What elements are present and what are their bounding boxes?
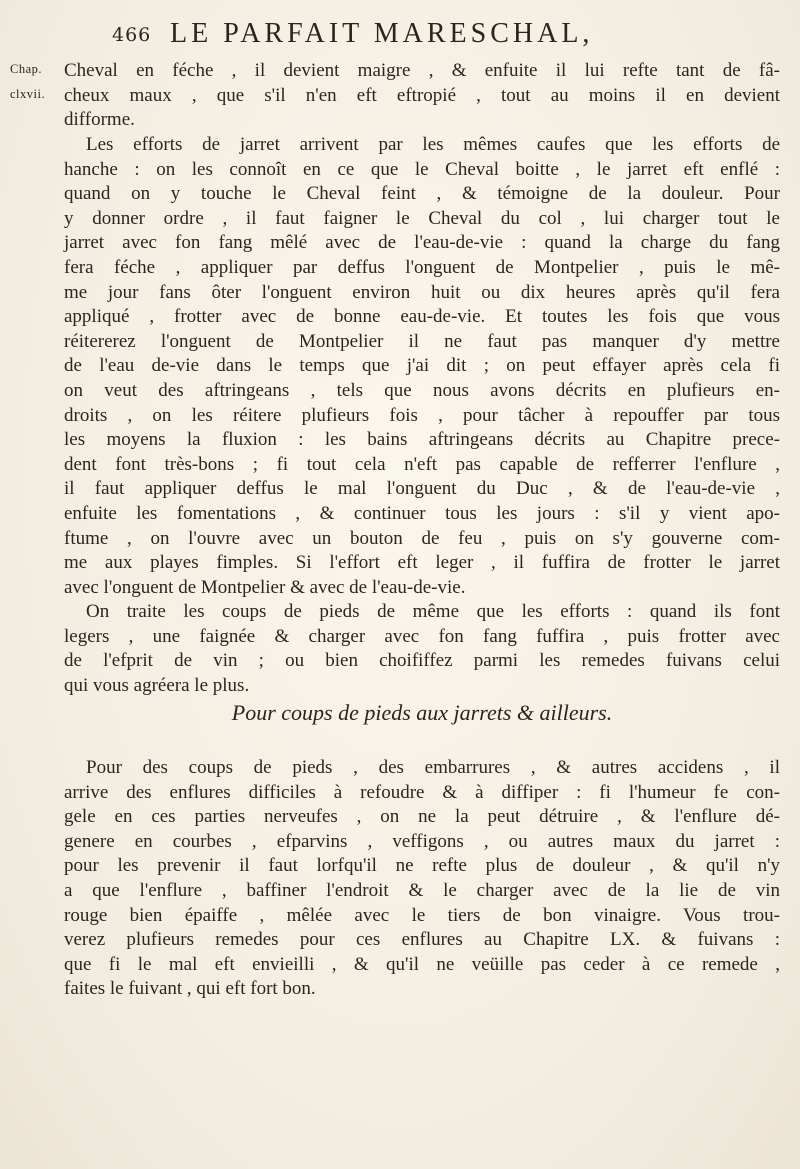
text-line: il faut appliquer deffus le mal l'onguent du Duc , & de l'eau-de-vie ,	[64, 478, 780, 500]
text-line: cheux maux , que s'il n'en eft eftropié , tout au moins il en devient	[64, 84, 780, 106]
running-title: LE PARFAIT MARESCHAL,	[170, 18, 594, 49]
text-line: Cheval en féche , il devient maigre , & enfuite il lui refte tant de fâ-	[64, 60, 780, 81]
text-line: hanche : on les connoît en ce que le Cheval boitte , le jarret eft enflé :	[64, 158, 780, 180]
page-number: 466	[112, 24, 152, 46]
text-line: gele en ces parties nerveufes , on ne la peut détruire , & l'enflure dé-	[64, 806, 780, 828]
text-line: faites le fuivant , qui eft fort bon.	[64, 978, 316, 1000]
text-line: genere en courbes , efparvins , veffigons , ou autres maux du jarret :	[64, 830, 780, 852]
text-line: me aux playes fimples. Si l'effort eft leger , il fuffira de frotter le jarret	[64, 552, 780, 574]
text-line: me jour fans ôter l'onguent environ huit ou dix heures après qu'il fera	[64, 281, 780, 303]
text-line: y donner ordre , il faut faigner le Cheval du col , lui charger tout le	[64, 207, 780, 229]
text-line: legers , une faignée & charger avec fon fang fuffira , puis frotter avec	[64, 625, 780, 647]
text-line: a que l'enflure , baffiner l'endroit & le charger avec de la lie de vin	[64, 879, 780, 901]
text-line: les moyens la fluxion : les bains aftringeans décrits au Chapitre prece-	[64, 429, 780, 451]
text-line: arrive des enflures difficiles à refoudre & à diffiper : fi l'humeur fe con-	[64, 781, 780, 803]
text-line: difforme.	[64, 109, 135, 131]
text-line: pour les prevenir il faut lorfqu'il ne refte plus de douleur , & qu'il n'y	[64, 855, 780, 877]
paragraph-3	[64, 600, 780, 698]
text-line: Pour des coups de pieds , des embarrures , & autres accidens , il	[86, 757, 780, 778]
text-line: rouge bien épaiffe , mêlée avec le tiers de bon vinaigre. Vous trou-	[64, 904, 780, 926]
text-line: de l'efprit de vin ; ou bien choififfez parmi les remedes fuivans celui	[64, 650, 780, 672]
text-line: jarret avec fon fang mêlé avec de l'eau-de-vie : quand la charge du fang	[64, 232, 780, 254]
margin-chapter-label: Chap.	[10, 62, 43, 76]
text-line: droits , on les réitere plufieurs fois , pour tâcher à repouffer par tous	[64, 404, 780, 426]
text-line: verez plufieurs remedes pour ces enflures au Chapitre LX. & fuivans :	[64, 929, 780, 951]
text-line: avec l'onguent de Montpelier & avec de l'eau-de-vie.	[64, 576, 466, 598]
text-line: quand on y touche le Cheval feint , & témoigne de la douleur. Pour	[64, 183, 780, 205]
margin-chapter-number: clxvii.	[10, 87, 46, 101]
text-line: appliqué , frotter avec de bonne eau-de-vie. Et toutes les fois que vous	[64, 306, 780, 328]
text-line: On traite les coups de pieds de même que les efforts : quand ils font	[86, 601, 780, 622]
text-line: enfuite les fomentations , & continuer tous les jours : s'il y vient apo-	[64, 502, 780, 524]
text-line: de l'eau de-vie dans le temps que j'ai dit ; on peut effayer après cela fi	[64, 355, 780, 377]
paragraph-4	[64, 756, 780, 1002]
text-line: Les efforts de jarret arrivent par les mêmes caufes que les efforts de	[86, 134, 780, 155]
section-heading: Pour coups de pieds aux jarrets & ailleurs.	[231, 700, 613, 725]
text-line: qui vous agréera le plus.	[64, 674, 250, 696]
text-line: réitererez l'onguent de Montpelier il ne faut pas manquer d'y mettre	[64, 330, 780, 352]
text-line: on veut des aftringeans , tels que nous avons décrits en plufieurs en-	[64, 379, 780, 401]
paragraph-1	[64, 59, 780, 133]
paragraph-2	[64, 133, 780, 600]
text-line: que fi le mal eft envieilli , & qu'il ne veüille pas ceder à ce remede ,	[64, 953, 780, 975]
text-line: ftume , on l'ouvre avec un bouton de feu , puis on s'y gouverne com-	[64, 527, 780, 549]
text-line: dent font très-bons ; fi tout cela n'eft pas capable de refferrer l'enflure ,	[64, 453, 780, 475]
text-line: fera féche , appliquer par deffus l'onguent de Montpelier , puis le mê-	[64, 256, 780, 278]
